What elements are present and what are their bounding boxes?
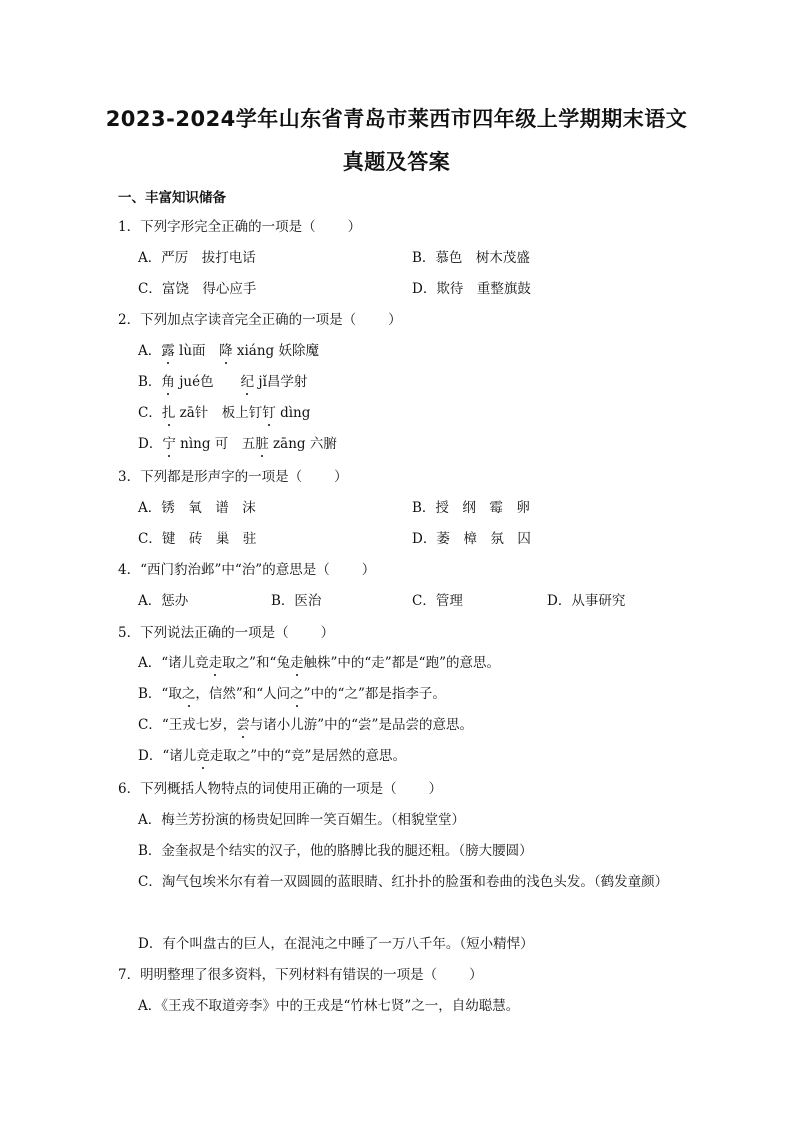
option-text: dìng bbox=[275, 405, 311, 421]
document-title-line-2: 真题及答案 bbox=[342, 150, 451, 174]
paren-close: ） bbox=[388, 312, 402, 328]
option-text: 与诸小儿游”中的“尝”是品尝的意思。 bbox=[249, 717, 473, 733]
question-7-stem bbox=[118, 966, 483, 984]
question-1-stem bbox=[118, 218, 361, 236]
question-1-option-c: C．富饶 得心应手 bbox=[138, 281, 257, 297]
question-6-option-b: B．金奎叔是个结实的汉子，他的胳膊比我的腿还粗。（膀大腰圆） bbox=[138, 843, 533, 859]
option-label: D． bbox=[138, 436, 163, 452]
question-3-stem bbox=[118, 468, 348, 486]
question-2-option-a bbox=[138, 342, 319, 360]
question-4-option-a: A．惩办 bbox=[138, 593, 189, 609]
section-heading: 一、丰富知识储备 bbox=[118, 190, 226, 206]
emphasized-char: 走 bbox=[289, 655, 304, 671]
paren-close: ） bbox=[469, 967, 483, 983]
question-1-option-d: D．欺待 重整旗鼓 bbox=[412, 281, 531, 297]
option-label: A． bbox=[138, 343, 162, 359]
question-6-option-c: C．淘气包埃米尔有着一双圆圆的蓝眼睛、红扑扑的脸蛋和卷曲的浅色头发。（鹤发童颜） bbox=[138, 874, 669, 890]
emphasized-char: 尝 bbox=[236, 717, 250, 733]
question-3-option-c: C．键 砖 巢 驻 bbox=[138, 531, 257, 547]
emphasized-char: 脏 bbox=[255, 436, 269, 452]
option-text: D．“诸儿 bbox=[138, 748, 197, 764]
question-7-option-a: A．《王戎不取道旁李》中的王戎是“竹林七贤”之一，自幼聪慧。 bbox=[138, 998, 520, 1014]
option-text: xiáng 妖除魔 bbox=[232, 343, 319, 359]
emphasized-char: 之 bbox=[290, 686, 304, 702]
option-text: B．“取 bbox=[138, 686, 182, 702]
paren-close: ） bbox=[347, 219, 362, 235]
option-text: jué色 bbox=[174, 374, 241, 390]
emphasized-char: 宁 bbox=[162, 436, 176, 452]
question-1-option-a: A．严厉 拔打电话 bbox=[138, 250, 256, 266]
option-text: C．“王戎七岁， bbox=[138, 717, 237, 733]
option-text: lù面 bbox=[174, 343, 220, 359]
option-label: C． bbox=[138, 405, 162, 421]
emphasized-char: 降 bbox=[219, 343, 233, 359]
document-title-line-1: 2023-2024学年山东省青岛市莱西市四年级上学期期末语文 bbox=[105, 107, 688, 131]
question-5-option-c bbox=[138, 716, 473, 734]
emphasized-char: 之 bbox=[181, 686, 196, 702]
question-2-stem bbox=[118, 311, 402, 329]
emphasized-char: 走 bbox=[208, 655, 223, 671]
option-text: ”中的“之”都是指李子。 bbox=[303, 686, 446, 702]
question-stem-text: 1．下列字形完全正确的一项是（ bbox=[118, 219, 316, 235]
question-4-stem bbox=[118, 561, 375, 579]
paren-close: ） bbox=[334, 469, 348, 485]
question-2-option-c bbox=[138, 404, 310, 422]
question-stem-text: 3．下列都是形声字的一项是（ bbox=[118, 469, 303, 485]
question-5-option-a bbox=[138, 654, 500, 672]
question-5-stem bbox=[118, 624, 334, 642]
question-4-option-c: C．管理 bbox=[412, 593, 463, 609]
option-text: A．“诸儿竞 bbox=[138, 655, 209, 671]
option-text: 走取之”中的“竞”是居然的意思。 bbox=[209, 748, 406, 764]
question-stem-text: 6．下列概括人物特点的词使用正确的一项是（ bbox=[118, 781, 397, 797]
emphasized-char: 钉 bbox=[262, 405, 276, 421]
option-label: B． bbox=[138, 374, 162, 390]
emphasized-char: 扎 bbox=[161, 405, 176, 421]
paren-close: ） bbox=[428, 781, 443, 797]
emphasized-char: 露 bbox=[161, 343, 175, 359]
option-text: 取之”和“兔 bbox=[222, 655, 290, 671]
option-text: zāng 六腑 bbox=[268, 436, 337, 452]
question-2-option-b bbox=[138, 373, 307, 391]
paren-close: ） bbox=[361, 562, 376, 578]
question-1-option-b: B．慕色 树木茂盛 bbox=[412, 250, 530, 266]
question-stem-text: 2．下列加点字读音完全正确的一项是（ bbox=[118, 312, 357, 328]
question-5-option-b bbox=[138, 685, 446, 703]
option-text: ，信然”和“人问 bbox=[195, 686, 291, 702]
question-3-option-d: D．萎 樟 氛 囚 bbox=[412, 531, 531, 547]
emphasized-char: 纪 bbox=[240, 374, 255, 390]
question-5-option-d bbox=[138, 747, 406, 765]
emphasized-char: 竞 bbox=[196, 748, 210, 764]
option-text: 触株”中的“走”都是“跑”的意思。 bbox=[303, 655, 500, 671]
question-stem-text: 5．下列说法正确的一项是（ bbox=[118, 625, 289, 641]
question-stem-text: 7．明明整理了很多资料，下列材料有错误的一项是（ bbox=[118, 967, 438, 983]
question-4-option-b: B．医治 bbox=[271, 593, 322, 609]
question-6-option-d: D．有个叫盘古的巨人，在混沌之中睡了一万八千年。（短小精悍） bbox=[138, 936, 534, 952]
question-6-stem bbox=[118, 780, 442, 798]
question-stem-text: 4．“西门豹治邺”中“治”的意思是（ bbox=[118, 562, 330, 578]
question-2-option-d bbox=[138, 435, 337, 453]
option-text: nìng 可 五 bbox=[175, 436, 256, 452]
option-text: zā针 板上钉 bbox=[175, 405, 263, 421]
question-4-option-d: D．从事研究 bbox=[547, 593, 626, 609]
emphasized-char: 角 bbox=[161, 374, 175, 390]
option-text: jǐ昌学射 bbox=[254, 374, 308, 390]
question-3-option-b: B．授 纲 霉 卵 bbox=[412, 500, 530, 516]
question-6-option-a: A．梅兰芳扮演的杨贵妃回眸一笑百媚生。（相貌堂堂） bbox=[138, 812, 465, 828]
question-3-option-a: A．锈 氧 谱 沫 bbox=[138, 500, 256, 516]
paren-close: ） bbox=[320, 625, 335, 641]
